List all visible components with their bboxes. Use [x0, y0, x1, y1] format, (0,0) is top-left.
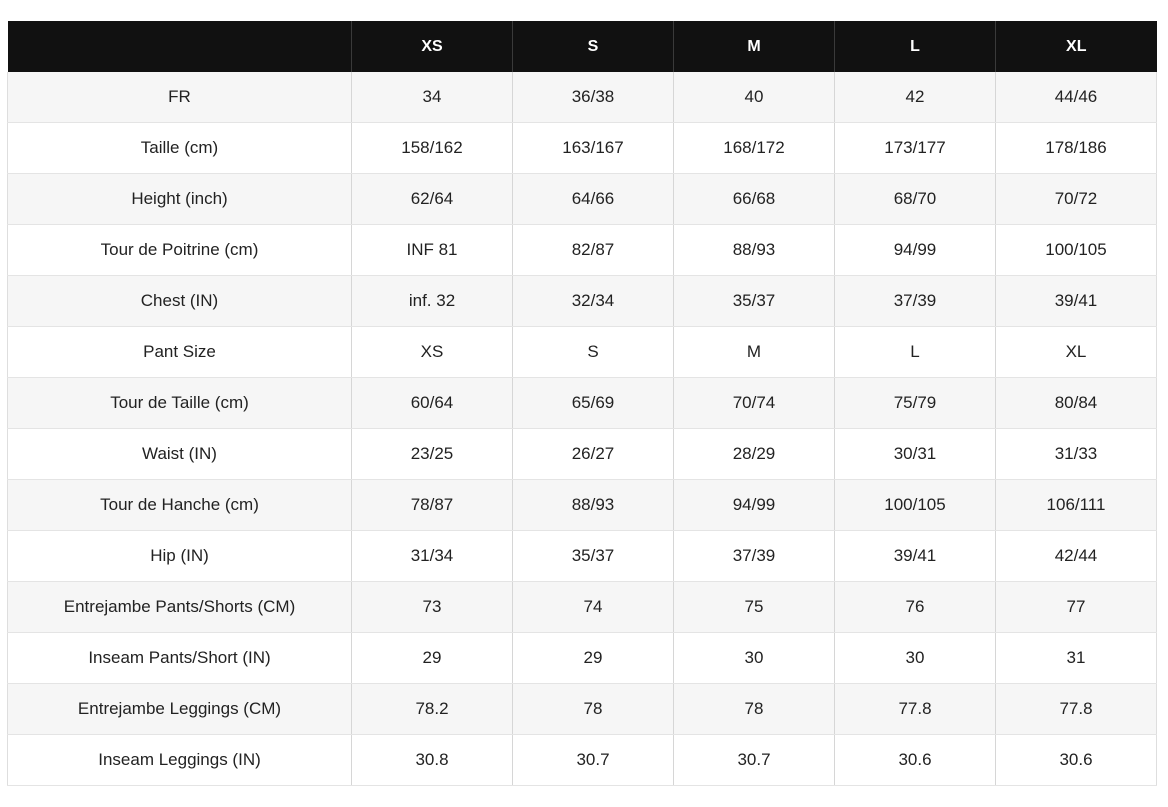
table-row — [8, 174, 1157, 225]
table-row — [8, 633, 1157, 684]
row-label: Entrejambe Leggings (CM) — [8, 684, 352, 735]
cell-size-xs: 158/162 — [352, 123, 513, 174]
cell-size-xs: 78/87 — [352, 480, 513, 531]
cell-size-m: 75 — [674, 582, 835, 633]
cell-size-xl: 100/105 — [996, 225, 1157, 276]
size-chart-container — [7, 21, 1157, 786]
row-label: Chest (IN) — [8, 276, 352, 327]
row-label: Tour de Poitrine (cm) — [8, 225, 352, 276]
row-label: Entrejambe Pants/Shorts (CM) — [8, 582, 352, 633]
cell-size-s: 36/38 — [513, 72, 674, 123]
cell-size-m: 37/39 — [674, 531, 835, 582]
cell-size-l: 30 — [835, 633, 996, 684]
cell-size-xl: 30.6 — [996, 735, 1157, 786]
cell-size-m: 70/74 — [674, 378, 835, 429]
row-label: Inseam Leggings (IN) — [8, 735, 352, 786]
cell-size-m: 66/68 — [674, 174, 835, 225]
header-corner-cell — [8, 21, 352, 72]
header-size-xs: XS — [352, 21, 513, 72]
cell-size-l: 77.8 — [835, 684, 996, 735]
cell-size-l: 100/105 — [835, 480, 996, 531]
cell-size-m: 30 — [674, 633, 835, 684]
cell-size-xs: 60/64 — [352, 378, 513, 429]
cell-size-l: L — [835, 327, 996, 378]
cell-size-l: 75/79 — [835, 378, 996, 429]
cell-size-xs: 62/64 — [352, 174, 513, 225]
cell-size-xl: 77 — [996, 582, 1157, 633]
cell-size-l: 42 — [835, 72, 996, 123]
header-size-l: L — [835, 21, 996, 72]
table-row — [8, 72, 1157, 123]
cell-size-s: 78 — [513, 684, 674, 735]
cell-size-m: M — [674, 327, 835, 378]
cell-size-xl: 31 — [996, 633, 1157, 684]
cell-size-s: 163/167 — [513, 123, 674, 174]
cell-size-m: 30.7 — [674, 735, 835, 786]
cell-size-xs: 29 — [352, 633, 513, 684]
size-chart-table — [7, 21, 1157, 786]
cell-size-xs: 31/34 — [352, 531, 513, 582]
cell-size-l: 173/177 — [835, 123, 996, 174]
cell-size-xl: 42/44 — [996, 531, 1157, 582]
table-row — [8, 480, 1157, 531]
cell-size-xs: 30.8 — [352, 735, 513, 786]
cell-size-xs: 78.2 — [352, 684, 513, 735]
cell-size-s: 65/69 — [513, 378, 674, 429]
cell-size-m: 40 — [674, 72, 835, 123]
cell-size-s: 32/34 — [513, 276, 674, 327]
cell-size-s: 88/93 — [513, 480, 674, 531]
cell-size-xl: 178/186 — [996, 123, 1157, 174]
row-label: Waist (IN) — [8, 429, 352, 480]
table-row — [8, 582, 1157, 633]
table-row — [8, 327, 1157, 378]
cell-size-l: 68/70 — [835, 174, 996, 225]
row-label: Pant Size — [8, 327, 352, 378]
cell-size-s: 30.7 — [513, 735, 674, 786]
cell-size-s: 82/87 — [513, 225, 674, 276]
table-row — [8, 123, 1157, 174]
row-label: Tour de Taille (cm) — [8, 378, 352, 429]
row-label: Height (inch) — [8, 174, 352, 225]
cell-size-s: 29 — [513, 633, 674, 684]
cell-size-xs: 34 — [352, 72, 513, 123]
cell-size-s: 26/27 — [513, 429, 674, 480]
table-row — [8, 429, 1157, 480]
cell-size-l: 94/99 — [835, 225, 996, 276]
row-label: Taille (cm) — [8, 123, 352, 174]
cell-size-xl: 80/84 — [996, 378, 1157, 429]
cell-size-s: 74 — [513, 582, 674, 633]
cell-size-s: 64/66 — [513, 174, 674, 225]
table-row — [8, 684, 1157, 735]
cell-size-xs: 23/25 — [352, 429, 513, 480]
cell-size-l: 30.6 — [835, 735, 996, 786]
cell-size-s: 35/37 — [513, 531, 674, 582]
cell-size-m: 94/99 — [674, 480, 835, 531]
table-row — [8, 225, 1157, 276]
cell-size-xs: XS — [352, 327, 513, 378]
table-row — [8, 378, 1157, 429]
cell-size-l: 76 — [835, 582, 996, 633]
cell-size-m: 168/172 — [674, 123, 835, 174]
table-row — [8, 735, 1157, 786]
cell-size-xl: 77.8 — [996, 684, 1157, 735]
row-label: Tour de Hanche (cm) — [8, 480, 352, 531]
cell-size-l: 37/39 — [835, 276, 996, 327]
cell-size-xl: 44/46 — [996, 72, 1157, 123]
row-label: Inseam Pants/Short (IN) — [8, 633, 352, 684]
row-label: Hip (IN) — [8, 531, 352, 582]
cell-size-xl: 70/72 — [996, 174, 1157, 225]
size-chart-body — [8, 72, 1157, 786]
cell-size-m: 88/93 — [674, 225, 835, 276]
size-chart-header — [8, 21, 1157, 72]
cell-size-m: 78 — [674, 684, 835, 735]
cell-size-xl: 31/33 — [996, 429, 1157, 480]
header-size-xl: XL — [996, 21, 1157, 72]
cell-size-xs: inf. 32 — [352, 276, 513, 327]
row-label: FR — [8, 72, 352, 123]
cell-size-xs: INF 81 — [352, 225, 513, 276]
cell-size-xl: 39/41 — [996, 276, 1157, 327]
cell-size-xl: 106/111 — [996, 480, 1157, 531]
cell-size-xs: 73 — [352, 582, 513, 633]
cell-size-xl: XL — [996, 327, 1157, 378]
table-row — [8, 531, 1157, 582]
cell-size-m: 35/37 — [674, 276, 835, 327]
table-row — [8, 276, 1157, 327]
header-size-m: M — [674, 21, 835, 72]
cell-size-l: 30/31 — [835, 429, 996, 480]
cell-size-s: S — [513, 327, 674, 378]
cell-size-l: 39/41 — [835, 531, 996, 582]
header-row — [8, 21, 1157, 72]
header-size-s: S — [513, 21, 674, 72]
cell-size-m: 28/29 — [674, 429, 835, 480]
